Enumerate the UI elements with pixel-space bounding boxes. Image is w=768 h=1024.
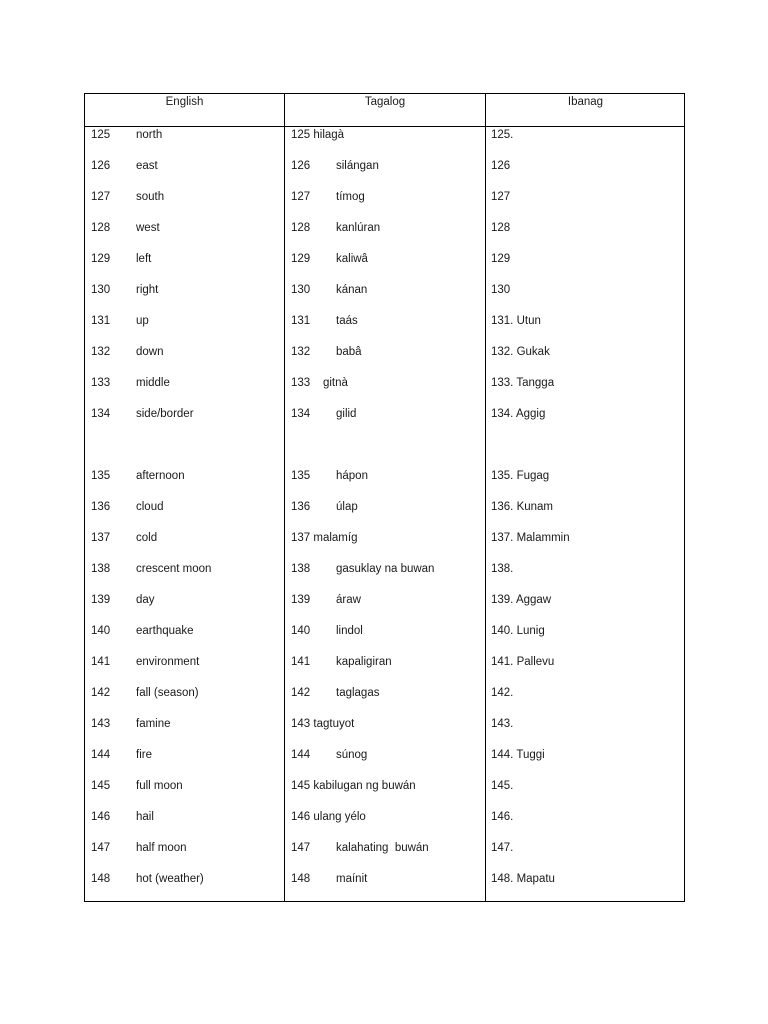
tagalog-word: kalahating buwán [336, 842, 429, 854]
english-number: 125 [91, 129, 111, 141]
tagalog-word: áraw [336, 594, 361, 606]
ibanag-entry: 129 [491, 253, 511, 265]
tagalog-word: maínit [336, 873, 368, 885]
table-row [85, 219, 684, 237]
english-number: 147 [91, 842, 111, 854]
table-row [85, 250, 684, 268]
table-row [85, 157, 684, 175]
tagalog-word: silángan [336, 160, 379, 172]
tagalog-entry: 143 tagtuyot [291, 718, 355, 730]
table-row [85, 312, 684, 330]
english-number: 129 [91, 253, 111, 265]
english-number: 139 [91, 594, 111, 606]
table-row [85, 684, 684, 702]
english-word: full moon [136, 780, 183, 792]
english-word: up [136, 315, 149, 327]
tagalog-word: kanlúran [336, 222, 381, 234]
english-number: 140 [91, 625, 111, 637]
tagalog-entry: 137 malamíg [291, 532, 358, 544]
table-row [85, 343, 684, 361]
ibanag-entry: 132. Gukak [491, 346, 550, 358]
table-row [85, 126, 684, 144]
english-word: environment [136, 656, 200, 668]
table-row [85, 188, 684, 206]
ibanag-entry: 142. [491, 687, 514, 699]
tagalog-number: 144 [291, 749, 311, 761]
english-word: side/border [136, 408, 194, 420]
tagalog-number: 129 [291, 253, 311, 265]
tagalog-number: 127 [291, 191, 311, 203]
ibanag-entry: 127 [491, 191, 511, 203]
tagalog-entry: 133 gitnà [291, 377, 348, 389]
english-word: afternoon [136, 470, 185, 482]
tagalog-entry: 146 ulang yélo [291, 811, 366, 823]
tagalog-word: taás [336, 315, 358, 327]
english-word: west [136, 222, 160, 234]
tagalog-entry: 145 kabilugan ng buwán [291, 780, 416, 792]
english-number: 142 [91, 687, 111, 699]
tagalog-number: 126 [291, 160, 311, 172]
english-word: crescent moon [136, 563, 212, 575]
english-number: 128 [91, 222, 111, 234]
english-number: 145 [91, 780, 111, 792]
table-row [85, 467, 684, 485]
ibanag-entry: 141. Pallevu [491, 656, 555, 668]
english-word: hot (weather) [136, 873, 204, 885]
tagalog-number: 128 [291, 222, 311, 234]
table-row [85, 715, 684, 733]
english-number: 148 [91, 873, 111, 885]
header-tagalog: Tagalog [364, 96, 406, 108]
table-row [85, 622, 684, 640]
ibanag-entry: 130 [491, 284, 511, 296]
tagalog-word: gasuklay na buwan [336, 563, 435, 575]
english-word: fall (season) [136, 687, 199, 699]
english-number: 127 [91, 191, 111, 203]
tagalog-number: 134 [291, 408, 311, 420]
tagalog-number: 132 [291, 346, 311, 358]
english-word: half moon [136, 842, 187, 854]
ibanag-entry: 148. Mapatu [491, 873, 555, 885]
tagalog-number: 148 [291, 873, 311, 885]
english-word: east [136, 160, 158, 172]
english-number: 132 [91, 346, 111, 358]
table-row [85, 591, 684, 609]
english-number: 141 [91, 656, 111, 668]
english-number: 135 [91, 470, 111, 482]
english-word: cold [136, 532, 158, 544]
english-word: middle [136, 377, 170, 389]
ibanag-entry: 137. Malammin [491, 532, 570, 544]
english-word: hail [136, 811, 154, 823]
table-row [85, 839, 684, 857]
ibanag-entry: 128 [491, 222, 511, 234]
ibanag-entry: 138. [491, 563, 514, 575]
ibanag-entry: 133. Tangga [491, 377, 555, 389]
table-row [85, 281, 684, 299]
english-number: 126 [91, 160, 111, 172]
table-row [85, 870, 684, 888]
ibanag-entry: 135. Fugag [491, 470, 550, 482]
english-word: north [136, 129, 163, 141]
english-number: 137 [91, 532, 111, 544]
tagalog-word: lindol [336, 625, 363, 637]
english-number: 130 [91, 284, 111, 296]
tagalog-number: 142 [291, 687, 311, 699]
english-word: south [136, 191, 165, 203]
tagalog-number: 135 [291, 470, 311, 482]
ibanag-entry: 134. Aggig [491, 408, 546, 420]
table-row [85, 653, 684, 671]
tagalog-word: kapaligiran [336, 656, 392, 668]
tagalog-word: kaliwâ [336, 253, 368, 265]
tagalog-entry: 125 hilagà [291, 129, 345, 141]
table-row [85, 405, 684, 423]
english-word: day [136, 594, 155, 606]
english-number: 134 [91, 408, 111, 420]
tagalog-number: 130 [291, 284, 311, 296]
ibanag-entry: 139. Aggaw [491, 594, 552, 606]
tagalog-word: tímog [336, 191, 365, 203]
tagalog-number: 140 [291, 625, 311, 637]
english-word: famine [136, 718, 171, 730]
english-number: 131 [91, 315, 111, 327]
english-word: fire [136, 749, 152, 761]
tagalog-word: hápon [336, 470, 368, 482]
ibanag-entry: 144. Tuggi [491, 749, 545, 761]
tagalog-word: gilid [336, 408, 357, 420]
ibanag-entry: 125. [491, 129, 514, 141]
tagalog-word: taglagas [336, 687, 380, 699]
tagalog-word: babâ [336, 346, 362, 358]
table-row [85, 777, 684, 795]
english-number: 143 [91, 718, 111, 730]
tagalog-number: 147 [291, 842, 311, 854]
english-number: 146 [91, 811, 111, 823]
tagalog-word: úlap [336, 501, 358, 513]
table-row [85, 498, 684, 516]
english-number: 138 [91, 563, 111, 575]
tagalog-number: 138 [291, 563, 311, 575]
ibanag-entry: 126 [491, 160, 511, 172]
table-row [85, 808, 684, 826]
english-number: 144 [91, 749, 111, 761]
ibanag-entry: 145. [491, 780, 514, 792]
tagalog-number: 131 [291, 315, 311, 327]
tagalog-number: 136 [291, 501, 311, 513]
english-word: cloud [136, 501, 164, 513]
ibanag-entry: 131. Utun [491, 315, 541, 327]
table-row [85, 529, 684, 547]
ibanag-entry: 136. Kunam [491, 501, 554, 513]
english-number: 133 [91, 377, 111, 389]
ibanag-entry: 147. [491, 842, 514, 854]
tagalog-number: 139 [291, 594, 311, 606]
header-ibanag: Ibanag [567, 96, 604, 108]
table-row [85, 374, 684, 392]
table-row [85, 746, 684, 764]
tagalog-word: súnog [336, 749, 368, 761]
tagalog-word: kánan [336, 284, 368, 296]
tagalog-number: 141 [291, 656, 311, 668]
table-row [85, 560, 684, 578]
ibanag-entry: 140. Lunig [491, 625, 545, 637]
english-word: right [136, 284, 159, 296]
ibanag-entry: 143. [491, 718, 514, 730]
english-word: left [136, 253, 152, 265]
ibanag-entry: 146. [491, 811, 514, 823]
header-english: English [165, 96, 204, 108]
english-word: down [136, 346, 164, 358]
english-word: earthquake [136, 625, 194, 637]
english-number: 136 [91, 501, 111, 513]
vocabulary-table [84, 93, 685, 902]
